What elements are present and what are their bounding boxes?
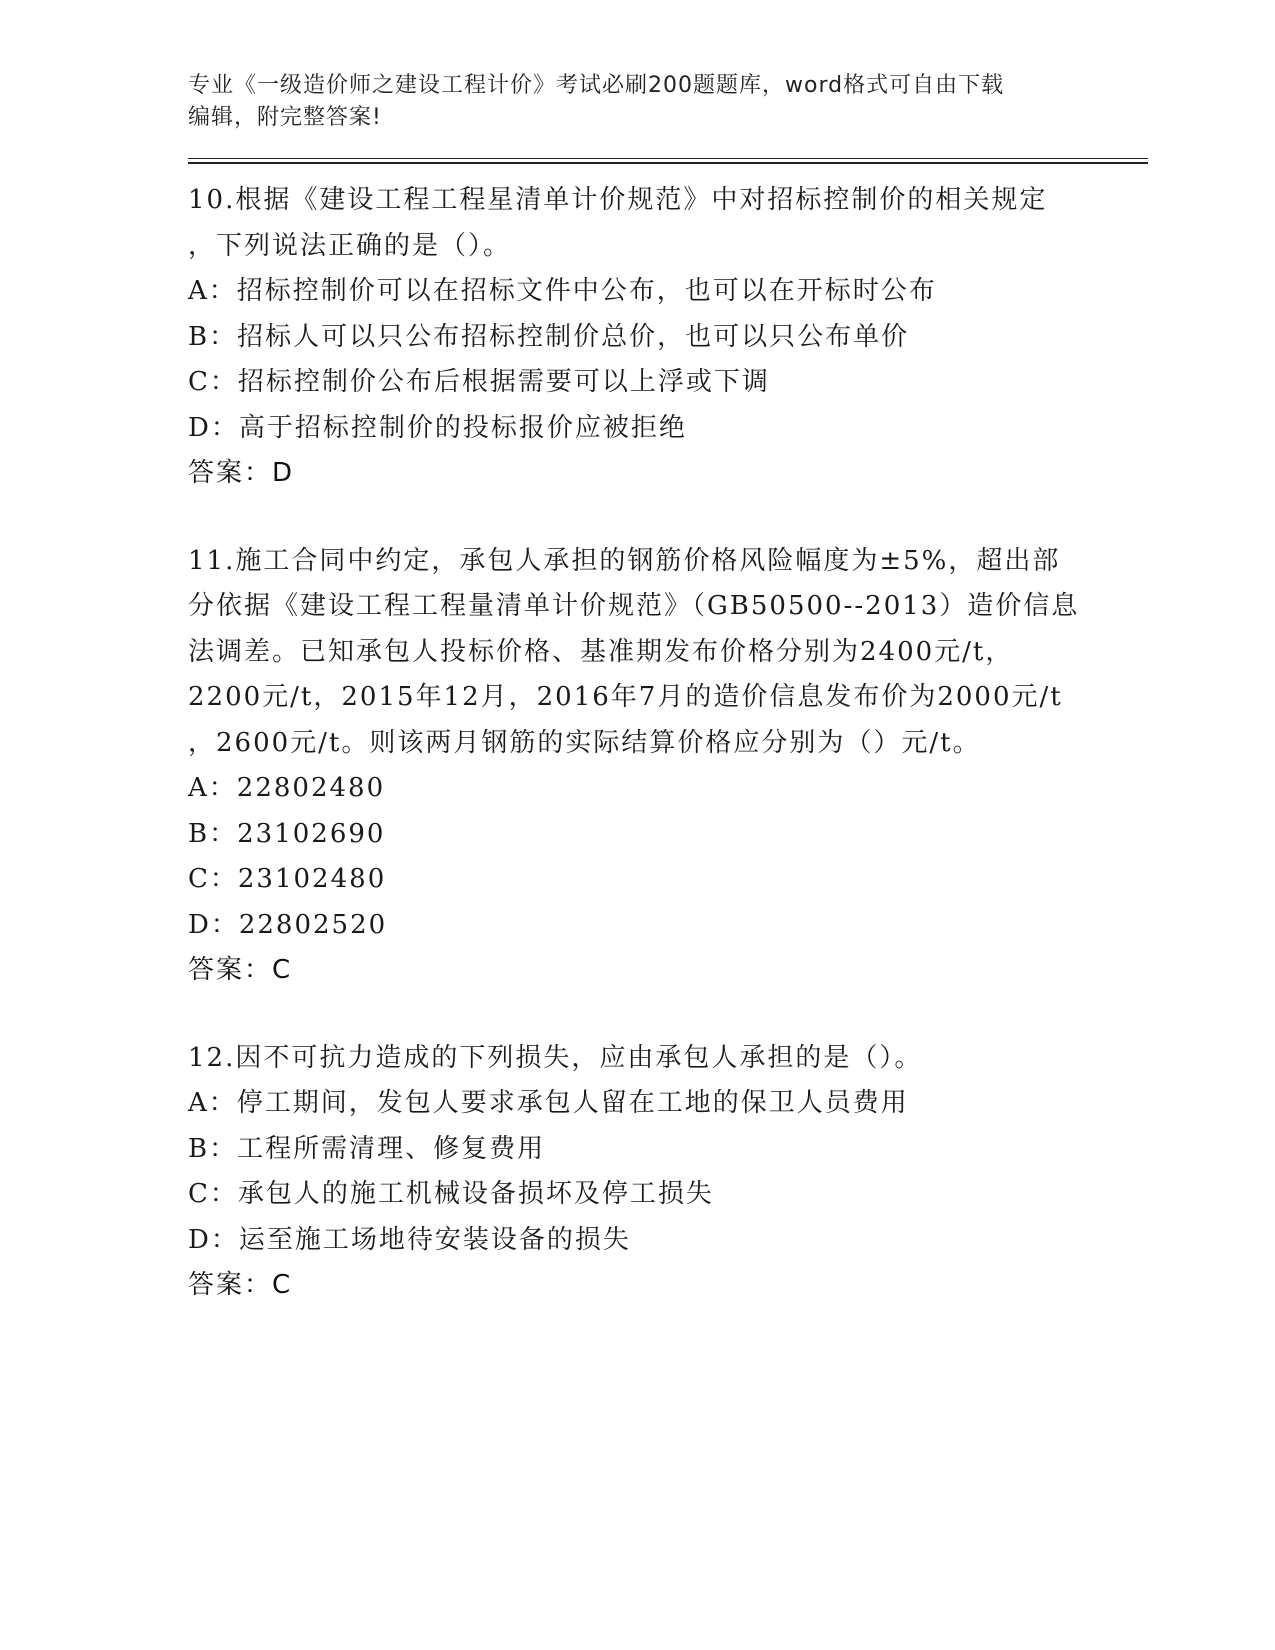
option-d: D：运至施工场地待安装设备的损失 xyxy=(188,1224,631,1255)
answer: 答案：D xyxy=(188,458,295,488)
header-divider xyxy=(188,158,1148,164)
question-11 xyxy=(188,539,1148,994)
stem-line: 分依据《建设工程工程量清单计价规范》（GB50500--2013）造价信息 xyxy=(188,591,1080,621)
option-d: D：高于招标控制价的投标报价应被拒绝 xyxy=(188,412,687,443)
option-a: A：招标控制价可以在招标文件中公布，也可以在开标时公布 xyxy=(188,276,937,306)
question-stem xyxy=(188,1036,1088,1082)
stem-line: 2200元/t，2015年12月，2016年7月的造价信息发布价为2000元/t xyxy=(188,682,1063,712)
stem-line: ，下列说法正确的是（）。 xyxy=(188,230,512,261)
option-d: D：22802520 xyxy=(188,909,388,940)
answer: 答案：C xyxy=(188,955,293,985)
question-stem xyxy=(188,539,1088,767)
option-b: B：工程所需清理、修复费用 xyxy=(188,1133,546,1164)
option-a: A：停工期间，发包人要求承包人留在工地的保卫人员费用 xyxy=(188,1088,909,1118)
option-a: A：22802480 xyxy=(188,773,386,803)
option-c: C：承包人的施工机械设备损坏及停工损失 xyxy=(188,1179,714,1209)
question-stem xyxy=(188,178,1088,269)
stem-line: 12.因不可抗力造成的下列损失，应由承包人承担的是（）。 xyxy=(188,1042,923,1073)
stem-line: 法调差。已知承包人投标价格、基准期发布价格分别为2400元/t， xyxy=(188,636,1014,667)
document-page xyxy=(188,70,1148,1309)
option-b: B：23102690 xyxy=(188,818,386,849)
option-c: C：招标控制价公布后根据需要可以上浮或下调 xyxy=(188,367,770,397)
answer: 答案：C xyxy=(188,1270,293,1300)
header-line-2: 编辑，附完整答案! xyxy=(188,105,382,130)
document-header xyxy=(188,70,1068,134)
stem-line: 11.施工合同中约定，承包人承担的钢筋价格风险幅度为±5%，超出部 xyxy=(188,545,1061,576)
option-c: C：23102480 xyxy=(188,864,387,894)
question-12 xyxy=(188,1036,1148,1309)
header-line-1: 专业《一级造价师之建设工程计价》考试必刷200题题库，word格式可自由下载 xyxy=(188,73,1005,98)
stem-line: ，2600元/t。则该两月钢筋的实际结算价格应分别为（）元/t。 xyxy=(188,727,981,758)
question-10 xyxy=(188,178,1148,497)
stem-line: 10.根据《建设工程工程星清单计价规范》中对招标控制价的相关规定 xyxy=(188,185,1048,215)
option-b: B：招标人可以只公布招标控制价总价，也可以只公布单价 xyxy=(188,321,910,352)
